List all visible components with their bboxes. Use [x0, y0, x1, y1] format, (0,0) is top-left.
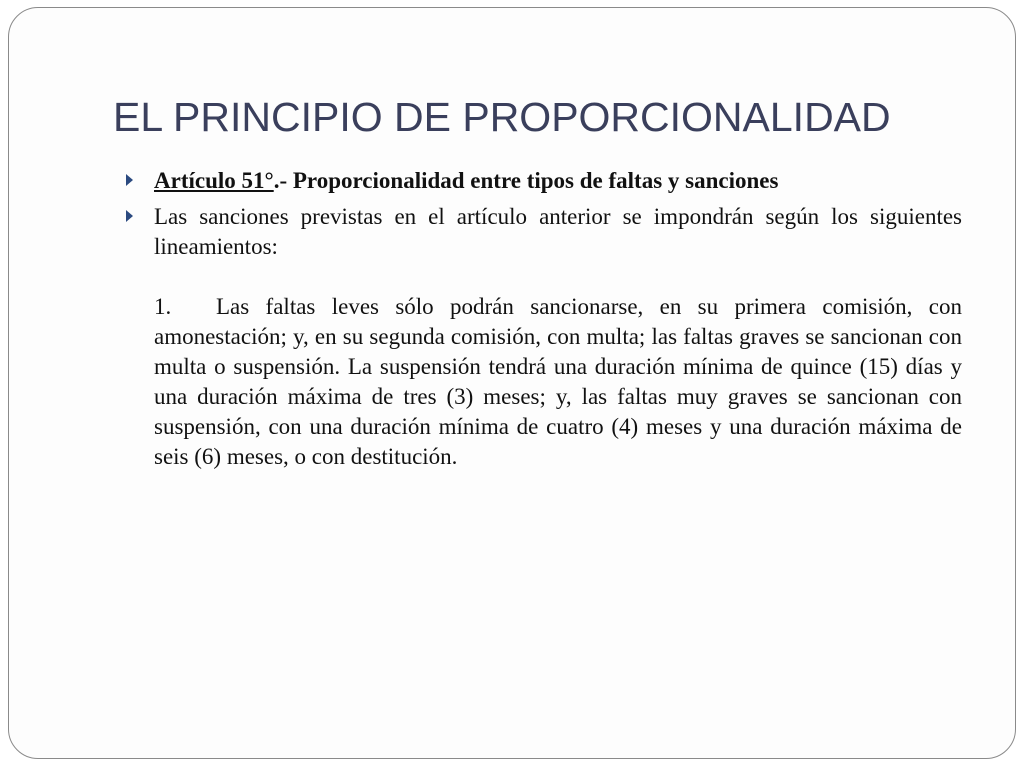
article-reference: Artículo 51°	[154, 168, 274, 193]
bullet-article-heading	[126, 166, 962, 196]
slide-content	[126, 166, 962, 472]
bullet-intro	[126, 202, 962, 262]
numbered-item-1	[126, 292, 962, 472]
item-text: Las faltas leves sólo podrán sancionarse, en su primera comisión, con amonestación; y, en su segunda comisión, con multa; las faltas graves se sancionan con multa o suspensión. La suspensión tendrá una duración mínima de quince (15) días y una duración máxima de tres (3) meses; y, las faltas muy graves se sancionan con suspensión, con una duración mínima de cuatro (4) meses y una duración máxima de seis (6) meses, o con destitución.	[154, 294, 962, 469]
item-number: 1.	[154, 294, 172, 319]
slide-title: EL PRINCIPIO DE PROPORCIONALIDAD	[113, 94, 891, 140]
article-heading-text: .- Proporcionalidad entre tipos de faltas y sanciones	[273, 168, 779, 193]
triangle-bullet-icon	[126, 174, 133, 186]
intro-text: Las sanciones previstas en el artículo anterior se impondrán según los siguientes lineamientos:	[154, 204, 962, 259]
triangle-bullet-icon	[126, 210, 133, 222]
